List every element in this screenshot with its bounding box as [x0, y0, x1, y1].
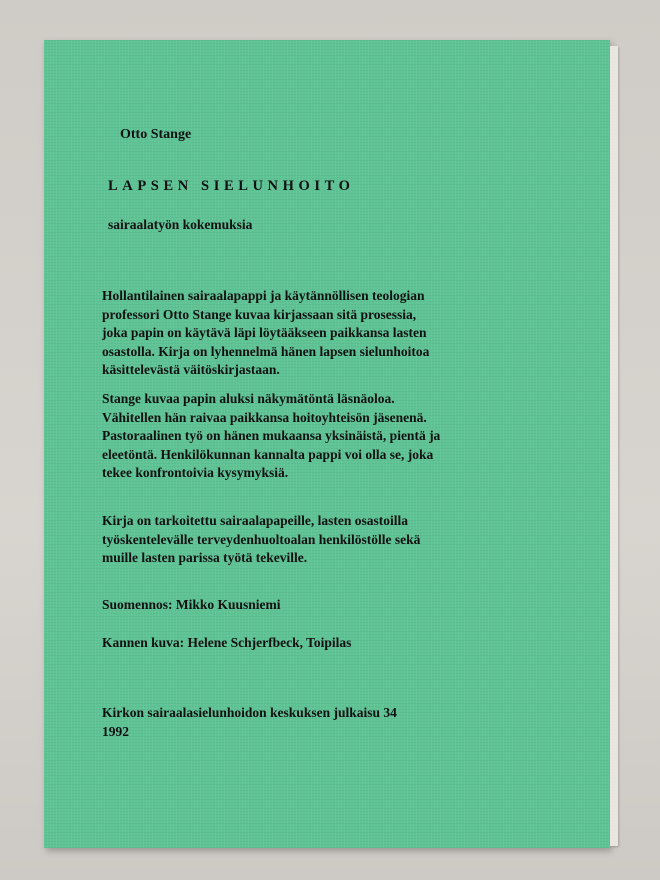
paragraph-line: käsittelevästä väitöskirjastaan. [102, 362, 280, 377]
description-paragraph-2 [102, 390, 440, 483]
cover-art-credit: Kannen kuva: Helene Schjerfbeck, Toipilas [102, 635, 352, 650]
paragraph-line: tekee konfrontoivia kysymyksiä. [102, 465, 289, 480]
translator-credit: Suomennos: Mikko Kuusniemi [102, 597, 281, 612]
book-subtitle: sairaalatyön kokemuksia [108, 217, 253, 232]
description-paragraph-3 [102, 512, 420, 568]
paragraph-line: muille lasten parissa työtä tekeville. [102, 550, 308, 565]
publisher-series: Kirkon sairaalasielunhoidon keskuksen julkaisu 34 [102, 705, 397, 720]
paragraph-line: joka papin on käytävä läpi löytääkseen paikkansa lasten [102, 325, 427, 340]
publication-year: 1992 [102, 724, 129, 739]
page-edge [610, 46, 618, 846]
paragraph-line: osastolla. Kirja on lyhennelmä hänen lapsen sielunhoitoa [102, 343, 430, 359]
paragraph-line: professori Otto Stange kuvaa kirjassaan sitä prosessia, [102, 306, 417, 322]
book-back-cover [44, 40, 610, 848]
paragraph-line: Hollantilainen sairaalapappi ja käytännöllisen teologian [102, 288, 425, 303]
paragraph-line: työskentelevälle terveydenhuoltoalan henkilöstölle sekä [102, 531, 421, 547]
book-title: LAPSEN SIELUNHOITO [108, 178, 355, 194]
paragraph-line: Pastoraalinen työ on hänen mukaansa yksinäistä, pientä ja [102, 428, 441, 443]
paragraph-line: Kirja on tarkoitettu sairaalapapeille, lasten osastoilla [102, 513, 408, 528]
paragraph-line: eleetöntä. Henkilökunnan kannalta pappi voi olla se, joka [102, 446, 434, 462]
author-name: Otto Stange [120, 127, 192, 142]
paragraph-line: Stange kuvaa papin aluksi näkymätöntä läsnäoloa. [102, 391, 395, 406]
paragraph-line: Vähitellen hän raivaa paikkansa hoitoyhteisön jäsenenä. [102, 409, 427, 425]
description-paragraph-1 [102, 287, 429, 380]
